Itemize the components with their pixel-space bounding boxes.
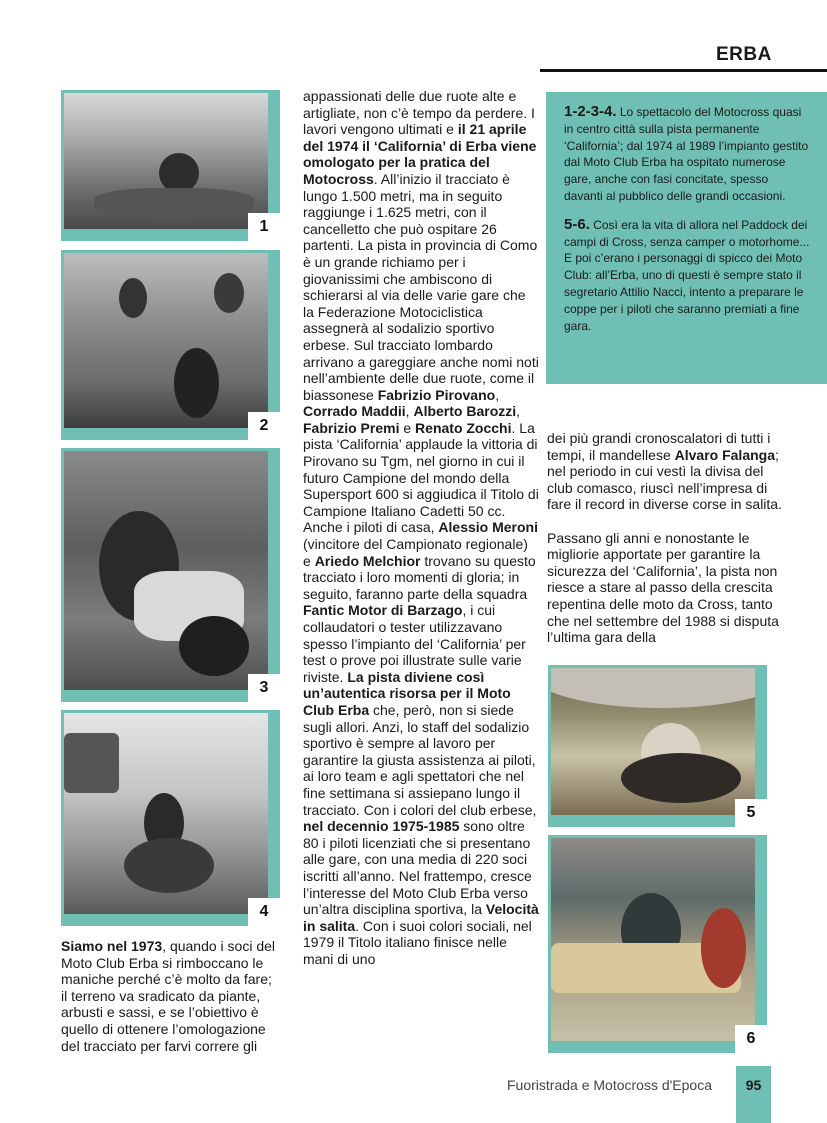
text-run: sono oltre 80 i piloti licenziati che si presentano alle gare, con una media di 220 soci iscritti all’anno. Nel frattempo, cresce l’interesse del Moto Club Erba verso un’altra disciplina sportiva, la bbox=[303, 818, 532, 918]
text-run: e bbox=[399, 419, 416, 436]
article-column-right bbox=[547, 430, 783, 646]
text-bold: Fabrizio Pirovano bbox=[377, 386, 496, 403]
photo-number: 5 bbox=[735, 799, 767, 827]
magazine-name: Fuoristrada e Motocross d'Epoca bbox=[507, 1077, 712, 1093]
text-bold: Siamo nel 1973 bbox=[61, 938, 163, 954]
photo-number: 4 bbox=[248, 898, 280, 926]
article-column-middle bbox=[303, 88, 539, 967]
photo-1 bbox=[61, 90, 280, 241]
photo-number: 6 bbox=[735, 1025, 767, 1053]
text-bold: nel decennio 1975-1985 bbox=[303, 818, 460, 835]
text-bold: La pista diviene così un’autentica risorsa per il Moto Club Erba bbox=[303, 668, 511, 718]
photo-1-image bbox=[64, 93, 268, 229]
caption-box bbox=[546, 92, 827, 384]
section-title: ERBA bbox=[716, 44, 772, 65]
text-run: ; nel periodo in cui vestì la divisa del club comasco, riuscì nell’impresa di fare il record in diverse corse in salita. bbox=[547, 446, 782, 513]
text-run: che, però, non si siede sugli allori. Anzi, lo staff del sodalizio sportivo è sempre al lavoro per garantire la giusta assistenza ai piloti, ai loro team e agli spettatori che nel fine settimana si assiepano lungo il tracciato. Con i colori del club erbese, bbox=[303, 701, 537, 818]
page-number: 95 bbox=[736, 1066, 771, 1123]
photo-6-image bbox=[551, 838, 755, 1041]
photo-4-image bbox=[64, 713, 268, 914]
photo-number: 1 bbox=[248, 213, 280, 241]
photo-4 bbox=[61, 710, 280, 926]
text-run: dei più grandi cronoscalatori di tutti i tempi, il mandellese bbox=[547, 430, 771, 463]
caption-lead: 5-6. bbox=[564, 215, 590, 233]
text-bold: Renato Zocchi bbox=[415, 419, 512, 436]
caption-text: Così era la vita di allora nel Paddock dei campi di Cross, senza camper o motorhome... E poi c’erano i personaggi di spicco dei Moto Club: all’Erba, uno di questi è sempre stato il segretario Attilio Nacci, intento a preparare le coppe per i piloti che saranno premiati a fine gara. bbox=[564, 217, 810, 333]
text-run: . La pista ‘California’ applaude la vittoria di Pirovano su Tgm, nel giorno in cui il futuro Campione del mondo della Supersport 600 si aggiudica il Titolo di Campione Italiano Cadetti 50 cc. Anche i piloti di casa, bbox=[303, 419, 539, 536]
text-bold: Fantic Motor di Barzago bbox=[303, 602, 463, 619]
text-run: , quando i soci del Moto Club Erba si rimboccano le maniche perché c’è molto da fare; il terreno va sradicato da piante, arbusti e sassi, e se l’obiettivo è quello di ottenere l’omologazione del tracciato per farvi correre gli bbox=[61, 938, 276, 1054]
text-bold: Alvaro Falanga bbox=[674, 446, 775, 463]
photo-number: 2 bbox=[248, 412, 280, 440]
photo-6 bbox=[548, 835, 767, 1053]
text-run: (vincitore del Campionato regionale) e bbox=[303, 536, 528, 569]
article-column-left bbox=[61, 938, 281, 1054]
caption-2 bbox=[564, 217, 810, 335]
text-run: , bbox=[495, 386, 500, 403]
text-bold: Velocità in salita bbox=[303, 901, 539, 934]
caption-1 bbox=[564, 104, 810, 205]
text-bold: Alessio Meroni bbox=[438, 519, 538, 536]
text-run: trovano su questo tracciato i loro momenti di gloria; in seguito, faranno parte della squadra bbox=[303, 552, 536, 602]
text-run: Passano gli anni e nonostante le migliorie apportate per garantire la sicurezza del ‘California’, la pista non riesce a stare al passo della crescita repentina delle moto da Cross, tanto che nel settembre del 1988 si disputa l’ultima gara della bbox=[547, 529, 779, 646]
text-bold: Alberto Barozzi bbox=[413, 403, 517, 420]
photo-5-image bbox=[551, 668, 755, 815]
photo-2-image bbox=[64, 253, 268, 428]
photo-3 bbox=[61, 448, 280, 702]
caption-text: Lo spettacolo del Motocross quasi in centro città sulla pista permanente ‘California’; dal 1974 al 1989 l’impianto gestito dal Moto Club Erba ha ospitato numerose gare, anche con fasi concitate, spesso davanti al pubblico delle grandi occasioni. bbox=[564, 105, 809, 203]
text-run: appassionati delle due ruote alte e artigliate, non c’è tempo da perdere. I lavori vengono ultimati e bbox=[303, 88, 535, 138]
photo-number: 3 bbox=[248, 674, 280, 702]
text-run: , bbox=[405, 403, 414, 420]
photo-3-image bbox=[64, 451, 268, 690]
text-bold: il 21 aprile del 1974 il ‘California’ di Erba viene omologato per la pratica del Motocross bbox=[303, 121, 537, 187]
text-bold: Fabrizio Premi bbox=[303, 419, 400, 436]
photo-5 bbox=[548, 665, 767, 827]
text-run: . Con i suoi colori sociali, nel 1979 il Titolo italiano finisce nelle mani di uno bbox=[303, 917, 532, 967]
photo-2 bbox=[61, 250, 280, 440]
header-rule bbox=[540, 69, 827, 72]
text-bold: Corrado Maddii bbox=[303, 403, 406, 420]
text-run: , i cui collaudatori o tester utilizzavano spesso l’impianto del ‘California’ per test o prove poi illustrate sulle varie riviste. bbox=[303, 602, 526, 685]
caption-lead: 1-2-3-4. bbox=[564, 103, 617, 120]
text-bold: Ariedo Melchior bbox=[314, 552, 421, 569]
text-run: . All’inizio il tracciato è lungo 1.500 metri, ma in seguito raggiunge i 1.625 metri, con il cancelletto che può ospitare 26 partenti. La pista in provincia di Como è un grande richiamo per i giovanissimi che ambiscono di schierarsi al via delle varie gare che la Federazione Motociclistica assegnerà al sodalizio sportivo erbese. Sul tracciato lombardo arrivano a gareggiare anche nomi noti nell’ambiente delle due ruote, come il biassonese bbox=[303, 170, 539, 403]
text-run: , bbox=[516, 403, 521, 420]
